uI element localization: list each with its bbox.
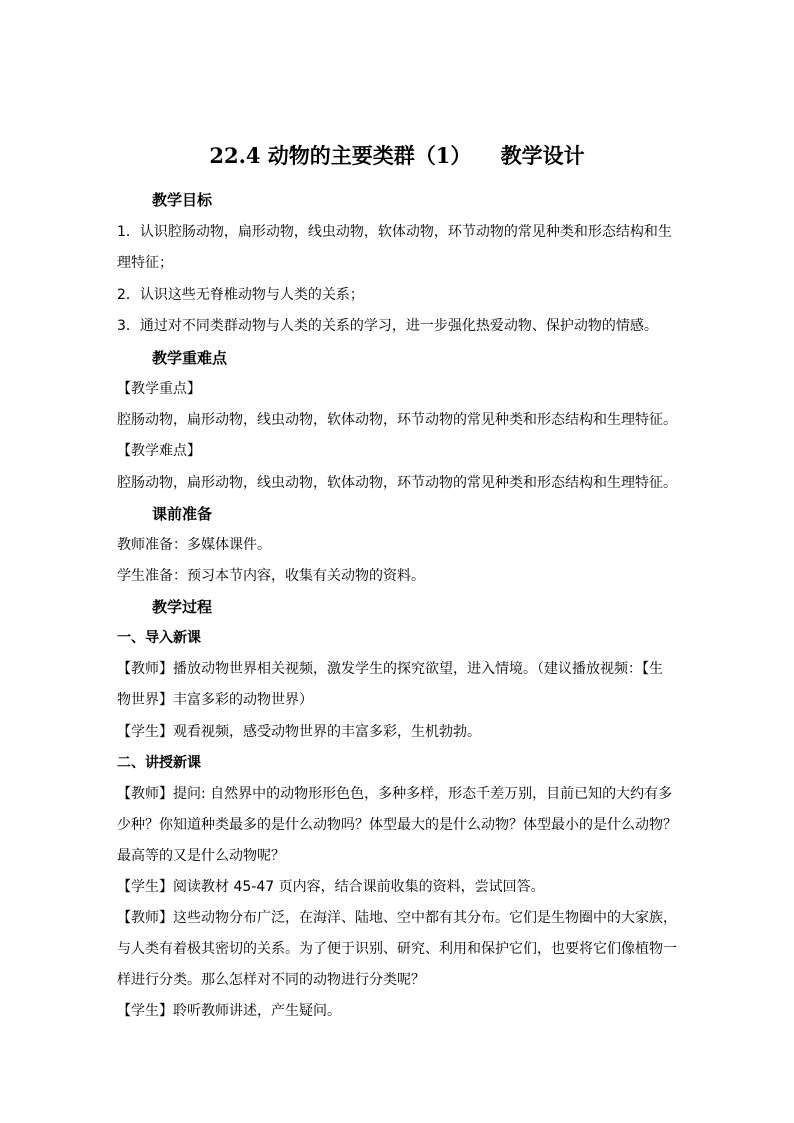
difficulty-text: 腔肠动物，扁形动物，线虫动物，软体动物，环节动物的常见种类和形态结构和生理特征。 [117,475,677,491]
intro-line-2: 物世界】丰富多彩的动物世界） [117,692,313,708]
objective-line-2: 理特征； [117,255,173,271]
section-heading-key-points: 教学重难点 [152,349,228,367]
lecture-line-3: 最高等的又是什么动物呢？ [117,848,285,864]
focus-text: 腔肠动物，扁形动物，线虫动物，软体动物，环节动物的常见种类和形态结构和生理特征。 [117,412,677,428]
subsection-heading-intro: 一、导入新课 [117,630,201,646]
objective-line-1: 1．认识腔肠动物，扁形动物，线虫动物，软体动物，环节动物的常见种类和形态结构和生 [117,224,672,240]
difficulty-label: 【教学难点】 [117,443,201,459]
intro-line-1: 【教师】播放动物世界相关视频，激发学生的探究欲望，进入情境。（建议播放视频：【生 [117,661,663,677]
subsection-heading-lecture: 二、讲授新课 [117,755,201,771]
section-heading-objectives: 教学目标 [152,191,213,209]
intro-line-3: 【学生】观看视频，感受动物世界的丰富多彩，生机勃勃。 [117,724,481,740]
document-title: 22.4 动物的主要类群（1） 教学设计 [209,143,585,168]
section-heading-preparation: 课前准备 [152,505,213,523]
teacher-preparation: 教师准备：多媒体课件。 [117,537,271,553]
lecture-line-1: 【教师】提问: 自然界中的动物形形色色，多种多样，形态千差万别，目前已知的大约有多 [117,786,673,802]
student-preparation: 学生准备：预习本节内容，收集有关动物的资料。 [117,568,425,584]
lecture-line-5: 【教师】这些动物分布广泛，在海洋、陆地、空中都有其分布。它们是生物圈中的大家族， [117,910,677,926]
objective-line-3: 2．认识这些无脊椎动物与人类的关系； [117,287,364,303]
lecture-line-4: 【学生】阅读教材 45-47 页内容，结合课前收集的资料，尝试回答。 [117,879,545,895]
section-heading-process: 教学过程 [152,598,213,616]
lecture-line-6: 与人类有着极其密切的关系。为了便于识别、研究、利用和保护它们，也要将它们像植物一 [117,941,677,957]
lecture-line-7: 样进行分类。那么怎样对不同的动物进行分类呢？ [117,972,425,988]
objective-line-4: 3．通过对不同类群动物与人类的关系的学习，进一步强化热爱动物、保护动物的情感。 [117,318,658,334]
lecture-line-2: 少种？你知道种类最多的是什么动物吗？体型最大的是什么动物？体型最小的是什么动物？ [117,817,677,833]
focus-label: 【教学重点】 [117,381,201,397]
lecture-line-8: 【学生】聆听教师讲述，产生疑问。 [117,1003,341,1019]
